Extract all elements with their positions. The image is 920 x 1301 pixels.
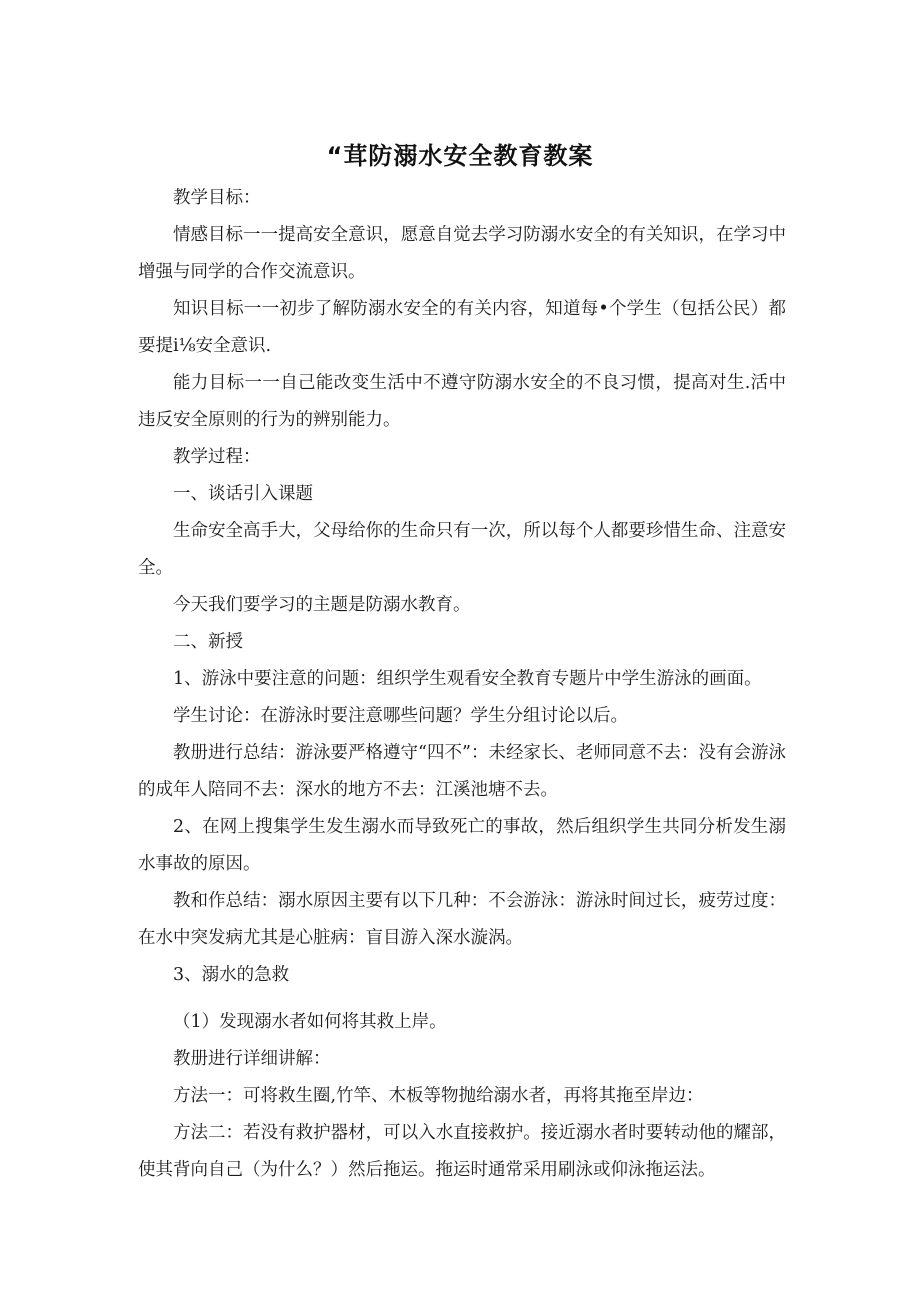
paragraph-todays-topic: 今天我们要学习的主题是防溺水教育。 <box>173 595 471 615</box>
paragraph-drowning-accidents: 2、在网上搜集学生发生溺水而导致死亡的事故，然后组织学生共同分析发生溺水事故的原因。 <box>138 817 786 874</box>
document-body <box>138 180 786 1189</box>
document-title: “茸防溺水安全教育教案 <box>326 142 594 170</box>
paragraph-rescue-subheading: （1）发现溺水者如何将其救上岸。 <box>173 1012 447 1032</box>
paragraph-teacher-summary-four-nots: 教册进行总结：游泳要严格遵守“四不”：未经家长、老师同意不去：没有会游泳的成年人陪同不去：深水的地方不去：江溪池塘不去。 <box>138 743 786 800</box>
paragraph-life-safety: 生命安全高手大，父母给你的生命只有一次，所以每个人都要珍惜生命、注意安全。 <box>138 521 786 578</box>
paragraph-teaching-goals-heading: 教学目标： <box>173 188 261 208</box>
paragraph-detailed-explanation: 教册进行详细讲解： <box>173 1049 331 1069</box>
paragraph-emotional-goal: 情感目标一一提高安全意识，愿意自觉去学习防溺水安全的有关知识，在学习中增强与同学的合作交流意识。 <box>138 225 786 282</box>
paragraph-ability-goal: 能力目标一一自己能改变生活中不遵守防溺水安全的不良习惯，提高对生.活中违反安全原则的行为的辨别能力。 <box>138 373 786 430</box>
paragraph-student-discussion: 学生讨论：在游泳时要注意哪些问题？学生分组讨论以后。 <box>173 706 628 726</box>
paragraph-drowning-causes: 教和作总结：溺水原因主要有以下几种：不会游泳：游泳时间过长，疲劳过度：在水中突发病尤其是心脏病：盲目游入深水漩涡。 <box>138 891 786 948</box>
paragraph-section-one-heading: 一、谈话引入课题 <box>173 484 313 504</box>
paragraph-method-two: 方法二：若没有救护器材，可以入水直接救护。接近溺水者时要转动他的耀部，使其背向自己（为什么？）然后拖运。拖运时通常采用刷泳或仰泳拖运法。 <box>138 1123 786 1180</box>
paragraph-teaching-process-heading: 教学过程： <box>173 447 261 467</box>
paragraph-first-aid-heading: 3、溺水的急救 <box>173 965 290 985</box>
paragraph-swimming-issues: 1、游泳中要注意的问题：组织学生观看安全教育专题片中学生游泳的画面。 <box>173 669 762 689</box>
paragraph-section-two-heading: 二、新授 <box>173 632 243 652</box>
paragraph-method-one: 方法一：可将救生圈,竹竿、木板等物抛给溺水者，再将其拖至岸边： <box>173 1086 704 1106</box>
paragraph-knowledge-goal: 知识目标一一初步了解防溺水安全的有关内容，知道每•个学生（包括公民）都要提i⅛安全意识. <box>138 299 786 356</box>
